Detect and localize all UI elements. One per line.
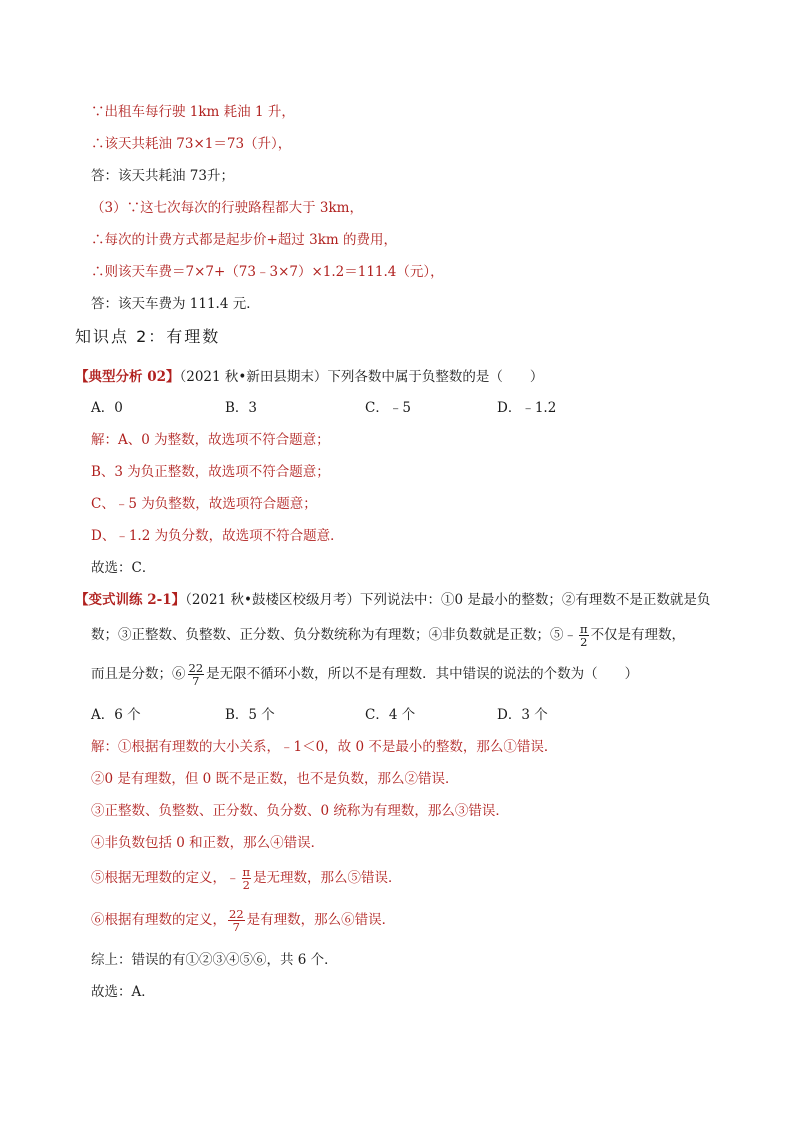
option-b: B．3 — [225, 400, 258, 416]
solution-text: ⑤根据无理数的定义，﹣ — [91, 870, 240, 886]
fraction-pi-over-2 — [242, 866, 252, 891]
fraction-denominator: 2 — [580, 635, 588, 649]
fraction-pi-over-2 — [579, 623, 589, 648]
solution-line: 解：A、0 为整数，故选项不符合题意； — [91, 432, 330, 448]
solution-line: 解：①根据有理数的大小关系，﹣1＜0，故 0 不是最小的整数，那么①错误． — [91, 739, 558, 755]
question-stem-line — [91, 620, 685, 650]
question-tag: 【变式训练 2-1】 — [75, 592, 186, 608]
option-b: B．5 个 — [225, 707, 275, 723]
solution-line: ④非负数包括 0 和正数，那么④错误． — [91, 835, 325, 851]
solution-line: ∴则该天车费＝7×7+（73﹣3×7）×1.2＝111.4（元）， — [91, 264, 444, 280]
question-2 — [75, 591, 710, 609]
summary-line — [91, 951, 338, 969]
stem-text: 而且是分数；⑥ — [91, 666, 186, 682]
question-tag: 【典型分析 02】 — [75, 369, 180, 385]
answer-line: 答：该天共耗油 73升； — [91, 168, 234, 184]
solution-text: ⑥根据有理数的定义， — [91, 912, 226, 928]
question-1 — [75, 368, 543, 386]
solution-line — [91, 863, 402, 893]
solution-line: ②0 是有理数，但 0 既不是正数，也不是负数，那么②错误． — [91, 771, 459, 787]
option-c: C．4 个 — [365, 707, 416, 723]
stem-text: 是无限不循环小数，所以不是有理数．其中错误的说法的个数为（ ） — [206, 666, 639, 682]
option-a: A．6 个 — [91, 707, 141, 723]
option-d: D．3 个 — [497, 707, 548, 723]
solution-line: ∴该天共耗油 73×1＝73（升）， — [91, 136, 292, 152]
summary-text: 综上：错误的有①②③④⑤⑥，共 6 个． — [91, 952, 338, 968]
solution-line: C、﹣5 为负整数，故选项符合题意； — [91, 496, 317, 512]
solution-line: （3）∵这七次每次的行驶路程都大于 3km， — [91, 200, 363, 216]
solution-line: ∵出租车每行驶 1km 耗油 1 升， — [91, 104, 295, 120]
solution-text: 是无理数，那么⑤错误． — [253, 870, 402, 886]
fraction-numerator: 22 — [188, 661, 204, 675]
option-a: A．0 — [91, 400, 123, 416]
answer-line: 答：该天车费为 111.4 元． — [91, 296, 260, 312]
fraction-denominator: 7 — [228, 920, 245, 933]
section-heading: 知识点 2：有理数 — [75, 327, 221, 346]
solution-text: 是有理数，那么⑥错误． — [246, 912, 396, 928]
stem-text: 数；③正整数、负整数、正分数、负分数统称为有理数；④非负数就是正数；⑤﹣ — [91, 627, 577, 643]
solution-line: ③正整数、负整数、正分数、负分数、0 统称为有理数，那么③错误． — [91, 803, 509, 819]
fraction-numerator: π — [580, 622, 588, 636]
answer-line: 故选：C． — [91, 560, 156, 576]
stem-text: 不仅是有理数， — [590, 627, 686, 643]
fraction-denominator: 2 — [242, 878, 250, 892]
fraction-numerator: 22 — [229, 907, 244, 921]
solution-line: ∴每次的计费方式都是起步价+超过 3km 的费用， — [91, 232, 397, 248]
option-d: D．﹣1.2 — [497, 400, 557, 416]
fraction-22-over-7 — [228, 908, 245, 933]
fraction-denominator: 7 — [188, 674, 205, 687]
option-c: C．﹣5 — [365, 400, 411, 416]
solution-line: D、﹣1.2 为负分数，故选项不符合题意． — [91, 528, 344, 544]
answer-line: 故选：A． — [91, 984, 155, 1000]
question-stem: （2021 秋•新田县期末）下列各数中属于负整数的是（ ） — [179, 369, 544, 385]
fraction-numerator: π — [242, 865, 251, 879]
fraction-22-over-7 — [188, 662, 205, 687]
solution-line — [91, 905, 395, 935]
question-stem-line — [91, 659, 638, 689]
question-stem: （2021 秋•鼓楼区校级月考）下列说法中：①0 是最小的整数；②有理数不是正数就是负 — [185, 592, 711, 608]
solution-line: B、3 为负正整数，故选项不符合题意； — [91, 464, 330, 480]
